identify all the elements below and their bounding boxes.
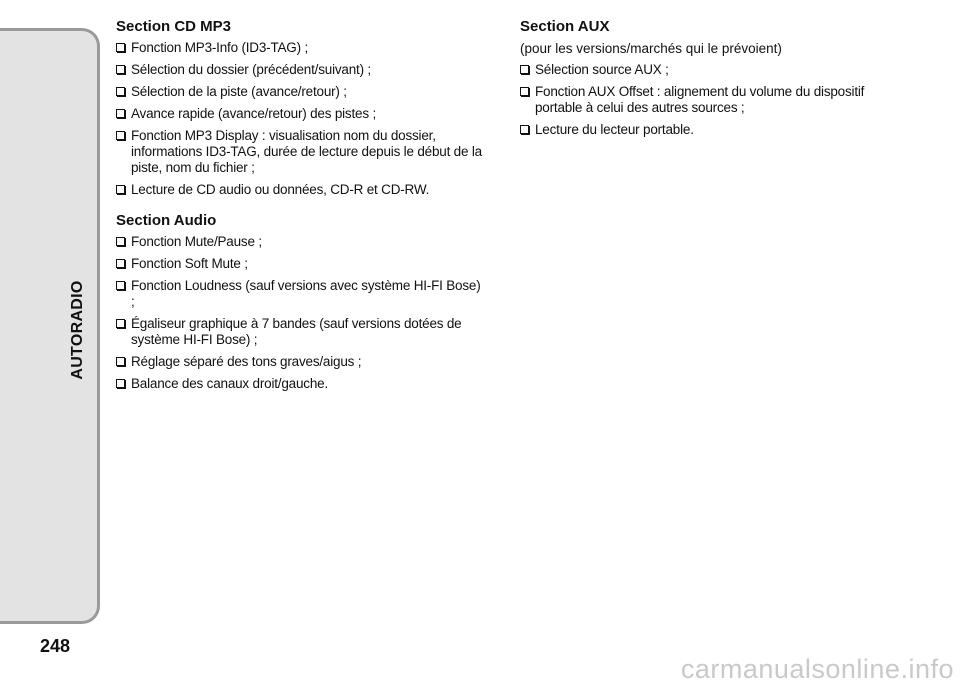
- list-item-text: Fonction Soft Mute ;: [131, 256, 248, 271]
- list-item-text: Réglage séparé des tons graves/aigus ;: [131, 354, 362, 369]
- list-item: [116, 278, 486, 310]
- section-audio: [116, 212, 486, 392]
- list-item-text: Sélection de la piste (avance/retour) ;: [131, 84, 347, 99]
- checkbox-bullet-icon: [116, 281, 125, 290]
- left-column: [116, 18, 486, 406]
- list-item-text: Balance des canaux droit/gauche.: [131, 376, 328, 391]
- list-item-text: Fonction MP3-Info (ID3-TAG) ;: [131, 40, 308, 55]
- list-item-text: Avance rapide (avance/retour) des pistes ;: [131, 106, 376, 121]
- checkbox-bullet-icon: [116, 319, 125, 328]
- checkbox-bullet-icon: [116, 237, 125, 246]
- chapter-label: AUTORADIO: [69, 280, 86, 380]
- list-item-text: Fonction AUX Offset : alignement du volume du dispositif portable à celui des autres sources ;: [535, 84, 865, 115]
- list-item: [520, 84, 890, 116]
- list-item-text: Fonction Mute/Pause ;: [131, 234, 262, 249]
- section-title: Section Audio: [116, 212, 217, 229]
- list-item: [116, 376, 486, 392]
- checkbox-bullet-icon: [116, 259, 125, 268]
- section-title: Section CD MP3: [116, 18, 232, 35]
- list-item-text: Lecture de CD audio ou données, CD-R et CD-RW.: [131, 182, 430, 197]
- section-title: Section AUX: [520, 18, 610, 35]
- section-aux: [520, 18, 890, 138]
- section-cd-mp3: [116, 18, 486, 198]
- section-subtitle: (pour les versions/marchés qui le prévoient): [520, 41, 782, 56]
- checkbox-bullet-icon: [116, 65, 125, 74]
- list-item: [520, 62, 890, 78]
- list-item: [116, 316, 486, 348]
- list-item: [116, 40, 486, 56]
- feature-list: [116, 234, 486, 392]
- list-item: [116, 182, 486, 198]
- list-item: [116, 256, 486, 272]
- list-item-text: Fonction Loudness (sauf versions avec système HI-FI Bose) ;: [131, 278, 481, 309]
- checkbox-bullet-icon: [520, 87, 529, 96]
- checkbox-bullet-icon: [520, 65, 529, 74]
- list-item-text: Lecture du lecteur portable.: [535, 122, 694, 137]
- list-item: [116, 62, 486, 78]
- list-item-text: Égaliseur graphique à 7 bandes (sauf versions dotées de système HI-FI Bose) ;: [131, 316, 462, 347]
- list-item-text: Sélection du dossier (précédent/suivant) ;: [131, 62, 371, 77]
- list-item: [116, 106, 486, 122]
- page-number: 248: [40, 636, 71, 656]
- checkbox-bullet-icon: [116, 357, 125, 366]
- list-item: [116, 354, 486, 370]
- right-column: [520, 18, 890, 152]
- list-item: [116, 84, 486, 100]
- checkbox-bullet-icon: [116, 109, 125, 118]
- checkbox-bullet-icon: [116, 43, 125, 52]
- checkbox-bullet-icon: [116, 185, 125, 194]
- list-item-text: Sélection source AUX ;: [535, 62, 669, 77]
- list-item: [520, 122, 890, 138]
- feature-list: [116, 40, 486, 198]
- watermark: carmanualsonline.info: [680, 654, 954, 684]
- checkbox-bullet-icon: [520, 125, 529, 134]
- list-item-text: Fonction MP3 Display : visualisation nom du dossier, informations ID3-TAG, durée de lecture depuis le début de la piste, nom du fichier ;: [131, 128, 482, 175]
- checkbox-bullet-icon: [116, 131, 125, 140]
- checkbox-bullet-icon: [116, 87, 125, 96]
- list-item: [116, 128, 486, 176]
- list-item: [116, 234, 486, 250]
- feature-list: [520, 62, 890, 138]
- checkbox-bullet-icon: [116, 379, 125, 388]
